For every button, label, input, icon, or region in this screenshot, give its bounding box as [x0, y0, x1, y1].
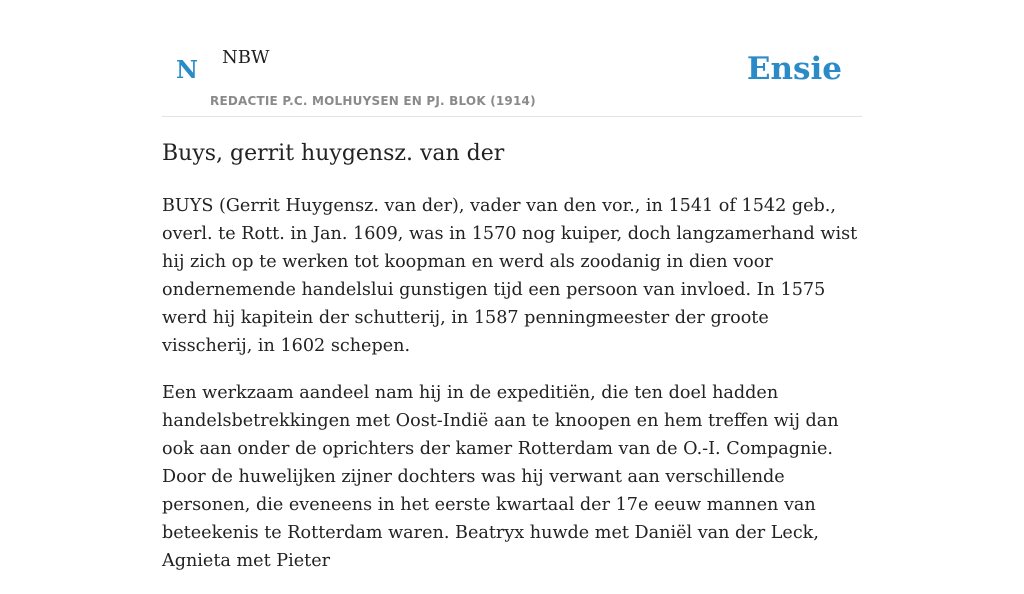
source-header [162, 0, 862, 117]
page [162, 0, 862, 571]
source-title[interactable]: NBW [222, 47, 270, 68]
source-logo-icon[interactable]: N [176, 55, 198, 84]
source-subtitle: REDACTIE P.C. MOLHUYSEN EN PJ. BLOK (1914) [210, 94, 536, 108]
article-title: Buys, gerrit huygensz. van der [162, 141, 505, 166]
paragraph: Een werkzaam aandeel nam hij in de expeditiën, die ten doel hadden handelsbetrekkingen met Oost-Indië aan te knoopen en hem treffen wij dan ook aan onder de oprichters der kamer Rotterdam van de O.-I. Compagnie. Door de huwelijken zijner dochters was hij verwant aan verschillende personen, die eveneens in het eerste kwartaal der 17e eeuw mannen van beteekenis te Rotterdam waren. Beatryx huwde met Daniël van der Leck, Agnieta met Pieter [162, 383, 839, 571]
paragraph: BUYS (Gerrit Huygensz. van der), vader van den vor., in 1541 of 1542 geb., overl. te Rott. in Jan. 1609, was in 1570 nog kuiper, doch langzamerhand wist hij zich op te werken tot koopman en werd als zoodanig in dien voor ondernemende handelslui gunstigen tijd een persoon van invloed. In 1575 werd hij kapitein der schutterij, in 1587 penningmeester der groote visscherij, in 1602 schepen. [162, 196, 858, 356]
article-body [162, 192, 862, 594]
brand-logo[interactable]: Ensie [746, 51, 842, 87]
